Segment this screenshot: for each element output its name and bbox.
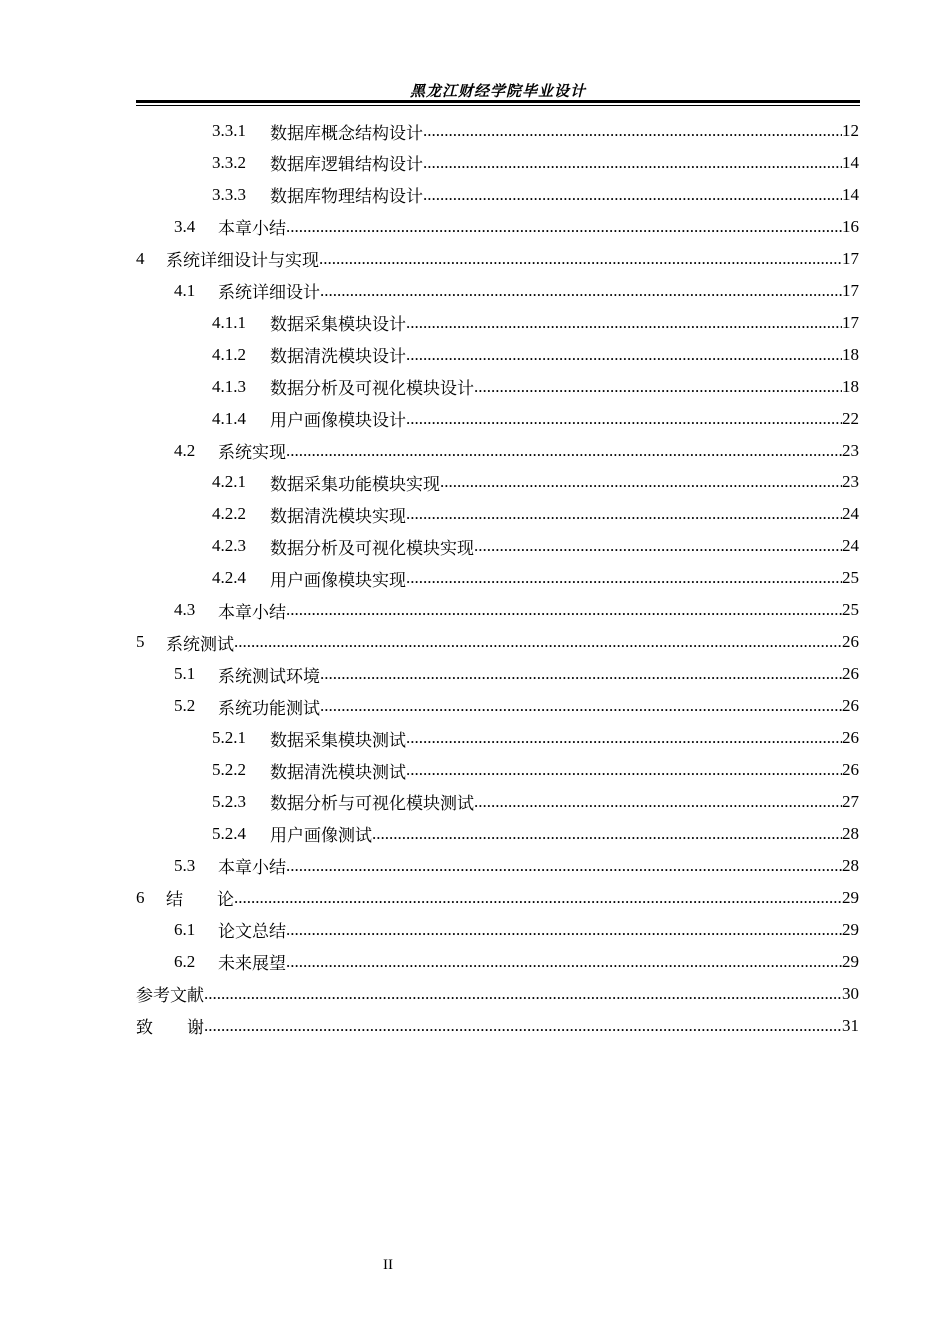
toc-entry-title: 系统功能测试 [218,698,320,719]
toc-dot-leader [234,632,842,652]
toc-dot-leader [423,185,842,205]
toc-entry[interactable] [174,850,859,882]
toc-dot-leader [320,664,842,684]
toc-entry-title: 结 论 [166,890,234,911]
toc-entry[interactable] [174,658,859,690]
toc-entry-title: 本章小结 [218,858,286,879]
toc-dot-leader [423,153,842,173]
toc-entry-page: 25 [842,600,859,620]
toc-entry-title: 系统测试环境 [218,666,320,687]
toc-entry-title: 数据库概念结构设计 [270,123,423,144]
toc-entry-title: 系统详细设计 [218,283,320,304]
toc-entry-page: 26 [842,728,859,748]
toc-dot-leader [406,345,842,365]
toc-entry-page: 27 [842,791,859,811]
toc-entry[interactable] [212,339,859,371]
toc-entry[interactable] [136,626,859,658]
toc-entry-title: 数据分析及可视化模块实现 [270,538,474,559]
toc-entry-page: 29 [842,919,859,939]
toc-entry-page: 18 [842,344,859,364]
toc-entry[interactable] [212,722,859,754]
toc-entry[interactable] [212,786,859,818]
toc-dot-leader [286,856,842,876]
toc-entry-title: 数据采集模块设计 [270,315,406,336]
toc-entry-title: 用户画像模块设计 [270,411,406,432]
toc-entry-page: 24 [842,536,859,556]
toc-entry[interactable] [212,498,859,530]
toc-entry-number: 4.2.4 [212,568,246,588]
toc-entry-number: 4.1 [174,280,196,300]
toc-entry-title: 本章小结 [218,602,286,623]
toc-entry-title: 数据库物理结构设计 [270,187,423,208]
toc-entry-page: 30 [842,983,859,1003]
toc-entry-title: 用户画像测试 [270,826,372,847]
toc-entry-title: 致 谢 [136,1018,204,1039]
toc-entry-number: 4.1.1 [212,312,246,332]
toc-entry-number: 4.2.1 [212,472,246,492]
toc-entry[interactable] [212,179,859,211]
toc-entry-number: 5.2 [174,696,196,716]
toc-dot-leader [440,472,842,492]
toc-dot-leader [474,792,842,812]
header-rule-thin [136,105,860,106]
toc-entry[interactable] [174,211,859,243]
toc-entry-number: 3.4 [174,216,196,236]
toc-entry-number: 5.2.1 [212,728,246,748]
toc-entry-page: 12 [842,121,859,140]
toc-entry-number: 4.2.2 [212,504,246,524]
toc-entry-title: 参考文献 [136,986,204,1007]
toc-entry-number: 3.3.2 [212,152,246,172]
toc-entry-title: 论文总结 [218,922,286,943]
toc-entry-title: 用户画像模块实现 [270,570,406,591]
toc-entry-number: 5.2.3 [212,791,246,811]
toc-entry-number: 4.1.4 [212,408,246,428]
toc-entry-title: 本章小结 [218,219,286,240]
toc-entry-title: 数据清洗模块实现 [270,506,406,527]
toc-dot-leader [406,313,842,333]
toc-entry-number: 3.3.3 [212,184,246,204]
toc-entry-page: 22 [842,408,859,428]
toc-entry-number: 4.2 [174,440,196,460]
toc-entry-number: 4.1.2 [212,344,246,364]
toc-entry-number: 4.1.3 [212,376,246,396]
toc-entry-page: 14 [842,184,859,204]
toc-entry-title: 数据采集模块测试 [270,730,406,751]
toc-entry[interactable] [174,946,859,978]
toc-entry-page: 29 [842,951,859,971]
toc-entry[interactable] [174,690,859,722]
toc-entry-title: 未来展望 [218,954,286,975]
toc-entry[interactable] [212,818,859,850]
toc-entry-page: 25 [842,568,859,588]
toc-entry-title: 数据采集功能模块实现 [270,474,440,495]
header-rule-thick [136,100,860,103]
toc-entry-number: 4 [136,248,145,268]
toc-entry-page: 31 [842,1015,859,1035]
toc-entry-page: 28 [842,855,859,875]
toc-entry-title: 数据分析及可视化模块设计 [270,379,474,400]
toc-entry-page: 17 [842,248,859,268]
toc-dot-leader [286,920,842,940]
toc-entry-number: 4.3 [174,600,196,620]
toc-dot-leader [406,728,842,748]
toc-entry-number: 5.1 [174,664,196,684]
toc-entry-number: 5 [136,632,145,652]
toc-entry[interactable] [212,307,859,339]
toc-dot-leader [286,600,842,620]
toc-dot-leader [286,441,842,461]
toc-dot-leader [406,760,842,780]
toc-entry[interactable] [174,914,859,946]
toc-dot-leader [319,249,842,269]
toc-entry-number: 6.1 [174,919,196,939]
toc-entry-page: 17 [842,280,859,300]
toc-entry-title: 数据分析与可视化模块测试 [270,794,474,815]
toc-entry[interactable] [136,243,859,275]
toc-entry-title: 系统详细设计与实现 [166,251,319,272]
toc-entry[interactable] [212,562,859,594]
toc-entry[interactable] [174,275,859,307]
toc-entry-title: 数据清洗模块测试 [270,762,406,783]
toc-entry-number: 4.2.3 [212,536,246,556]
toc-entry[interactable] [136,882,859,914]
toc-dot-leader [286,217,842,237]
toc-dot-leader [286,952,842,972]
toc-entry[interactable] [212,115,859,147]
toc-entry-page: 26 [842,632,859,652]
toc-entry-page: 29 [842,887,859,907]
toc-entry-page: 23 [842,472,859,492]
toc-entry[interactable] [212,754,859,786]
toc-dot-leader [320,696,842,716]
toc-dot-leader [406,568,842,588]
toc-entry-title: 数据清洗模块设计 [270,347,406,368]
toc-dot-leader [320,281,842,301]
toc-dot-leader [204,984,842,1004]
toc-entry[interactable] [174,435,859,467]
toc-entry-page: 26 [842,696,859,716]
footer-page-number: II [383,1257,393,1273]
toc-entry-page: 16 [842,216,859,236]
toc-entry[interactable] [212,403,859,435]
toc-entry[interactable] [136,978,859,1010]
toc-entry[interactable] [136,1010,859,1042]
toc-entry-page: 26 [842,664,859,684]
toc-entry-page: 14 [842,152,859,172]
toc-entry-title: 系统测试 [166,634,234,655]
toc-entry[interactable] [174,594,859,626]
toc-entry[interactable] [212,371,859,403]
toc-entry-number: 5.2.4 [212,823,246,843]
toc-entry[interactable] [212,530,859,562]
toc-entry-number: 6 [136,887,145,907]
toc-entry[interactable] [212,147,859,179]
toc-entry[interactable] [212,466,859,498]
toc-entry-page: 24 [842,504,859,524]
toc-entry-page: 28 [842,823,859,843]
toc-entry-title: 数据库逻辑结构设计 [270,155,423,176]
toc-dot-leader [234,888,842,908]
toc-entry-page: 18 [842,376,859,396]
toc-dot-leader [204,1016,842,1036]
toc-dot-leader [372,824,842,844]
toc-dot-leader [423,121,842,141]
toc-dot-leader [406,409,842,429]
toc-entry-number: 6.2 [174,951,196,971]
toc-entry-number: 3.3.1 [212,121,246,140]
toc-entry-page: 17 [842,312,859,332]
toc-entry-number: 5.2.2 [212,760,246,779]
toc-entry-page: 23 [842,440,859,460]
toc-dot-leader [406,504,842,524]
toc-dot-leader [474,377,842,397]
toc-dot-leader [474,536,842,556]
toc-entry-number: 5.3 [174,855,196,875]
toc-entry-title: 系统实现 [218,443,286,463]
page-header-title: 黑龙江财经学院毕业设计 [409,82,586,100]
toc-entry-page: 26 [842,760,859,779]
